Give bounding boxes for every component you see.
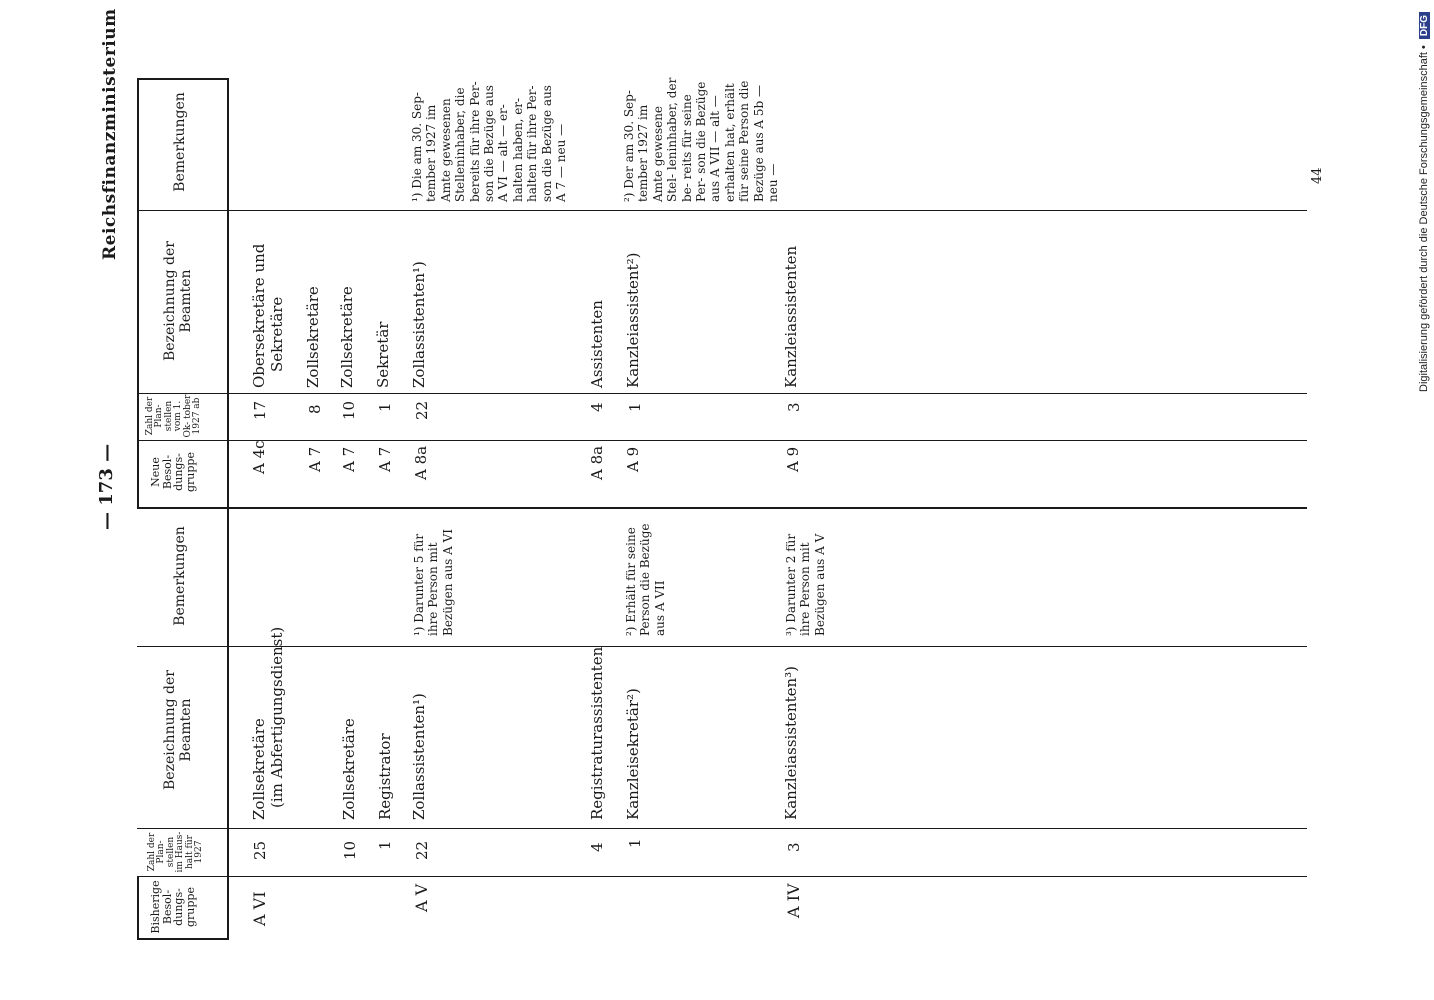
left-row-group: A IV xyxy=(784,883,803,918)
right-note-1: ¹) Die am 30. Sep- tember 1927 im Amte gewesenen Stelleninhaber, die bereits für ihre Per- son die Bezüge aus A VI — alt — er- halten haben, er- halten für ihre Per- son die Bezüge aus A 7 — neu — xyxy=(410,81,568,202)
col-sep-3 xyxy=(137,646,1307,647)
left-header-notes: Bemerkungen xyxy=(172,526,188,626)
right-row-title: Obersekretäre und xyxy=(250,243,268,388)
right-row-count: 22 xyxy=(413,400,431,420)
rule-left-outer xyxy=(137,876,139,938)
right-row-title: Sekretär xyxy=(374,321,392,388)
col-sep-5 xyxy=(137,440,1307,441)
right-header-title: Bezeichnung der Beamten xyxy=(162,241,195,361)
left-row-count: 4 xyxy=(588,842,606,852)
right-row-count: 8 xyxy=(306,404,324,414)
left-row-group: A V xyxy=(412,883,431,912)
right-row-group: A 8a xyxy=(412,445,430,480)
right-row-group: A 7 xyxy=(306,446,324,472)
col-sep-2 xyxy=(137,828,1307,829)
left-row-title: Zollassistenten¹) xyxy=(410,693,428,820)
left-row-title-cont: (im Abfertigungsdienst) xyxy=(268,626,286,808)
right-row-group: A 8a xyxy=(588,445,606,480)
left-row-title: Registraturassistenten xyxy=(588,646,606,820)
left-row-note: ²) Erhält für seine Person die Bezüge aus A VII xyxy=(624,523,667,636)
right-header-count: Zahl der Plan- stellen vom 1. Ok- tober 1927 ab xyxy=(145,394,203,438)
left-header-title: Bezeichnung der Beamten xyxy=(162,670,195,790)
left-row-count: 1 xyxy=(626,838,644,848)
right-row-count: 1 xyxy=(626,402,644,412)
right-row-group: A 7 xyxy=(376,446,394,472)
side-credit xyxy=(1418,12,1430,392)
left-row-count: 1 xyxy=(376,840,394,850)
table-bottom-left xyxy=(137,938,229,940)
page-number-top: — 173 — xyxy=(96,443,117,530)
right-header-notes: Bemerkungen xyxy=(172,92,188,192)
left-row-note: ³) Darunter 2 für ihre Person mit Bezügen aus A V xyxy=(784,533,827,636)
left-header-count: Zahl der Plan- stellen im Haus- halt für 1927 xyxy=(147,831,205,873)
right-header-group: Neue Besol- dungs- gruppe xyxy=(149,452,197,492)
left-row-note: ¹) Darunter 5 für ihre Person mit Bezügen aus A VI xyxy=(412,528,455,636)
right-row-title: Assistenten xyxy=(588,300,606,388)
right-row-group: A 4c xyxy=(250,440,268,474)
rule-right-outer xyxy=(137,78,139,508)
right-row-group: A 9 xyxy=(784,446,802,472)
left-row-count: 3 xyxy=(785,842,803,852)
right-row-count: 17 xyxy=(251,400,269,420)
ministry-title: Reichsfinanzministerium xyxy=(100,8,120,260)
left-row-count: 22 xyxy=(413,840,431,860)
right-row-title-cont: Sekretäre xyxy=(268,296,286,372)
left-row-count: 10 xyxy=(341,840,359,860)
side-credit-text: Digitalisierung gefördert durch die Deutsche Forschungsgemeinschaft • xyxy=(1418,45,1430,392)
right-row-title: Kanzleiassistenten xyxy=(782,245,800,388)
left-row-title: Registrator xyxy=(376,733,394,820)
right-row-title: Zollsekretäre xyxy=(304,286,322,388)
right-note-2: ²) Der am 30. Sep- tember 1927 im Amte gewesene Stel- leninhaber, der be- reits für seine Per- son die Bezüge aus A VII — alt — erhalten hat, erhält für seine Person die Bezüge aus A 5b — neu — xyxy=(622,77,780,202)
right-row-title: Zollassistenten¹) xyxy=(410,261,428,388)
right-row-group: A 9 xyxy=(624,446,642,472)
right-row-group: A 7 xyxy=(340,446,358,472)
col-sep-6 xyxy=(137,393,1307,394)
left-row-title: Zollsekretäre xyxy=(250,718,268,820)
right-row-title: Kanzleiassistent²) xyxy=(624,252,642,388)
left-row-group: A VI xyxy=(250,891,269,926)
col-sep-1 xyxy=(137,876,1307,877)
left-row-title: Kanzleisekretär²) xyxy=(624,688,642,820)
left-row-title: Zollsekretäre xyxy=(340,718,358,820)
right-row-count: 1 xyxy=(376,402,394,412)
left-row-count: 25 xyxy=(251,840,269,860)
right-row-count: 3 xyxy=(785,402,803,412)
left-header-group: Bisherige Besol- dungs- gruppe xyxy=(149,880,197,934)
col-sep-7 xyxy=(137,210,1307,211)
table-divider xyxy=(137,507,1307,509)
left-row-title: Kanzleiassistenten³) xyxy=(782,665,800,820)
page-number-bottom: 44 xyxy=(1310,167,1325,184)
right-row-count: 4 xyxy=(588,402,606,412)
right-row-title: Zollsekretäre xyxy=(338,286,356,388)
right-row-count: 10 xyxy=(340,400,358,420)
dfg-logo: DFG xyxy=(1419,12,1430,39)
